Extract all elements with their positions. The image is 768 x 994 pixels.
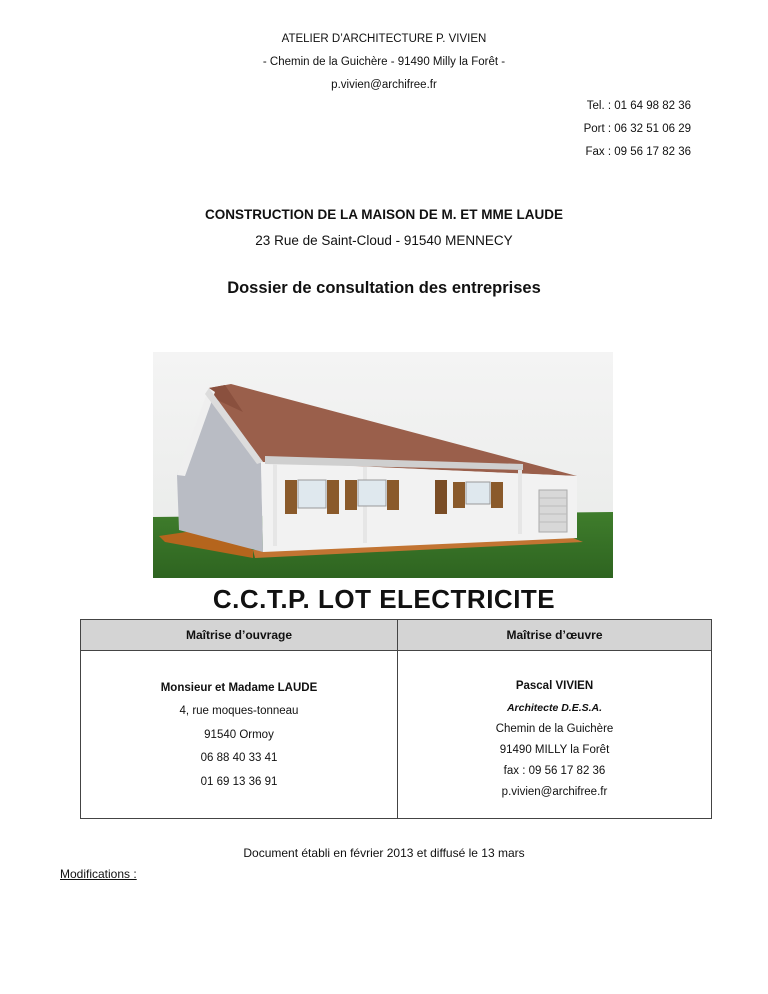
owner-city: 91540 Ormoy [204,729,274,741]
firm-name: ATELIER D’ARCHITECTURE P. VIVIEN [281,33,487,45]
owner-phone1: 06 88 40 33 41 [200,752,278,764]
dossier-title: Dossier de consultation des entreprises [227,279,541,297]
document-date: Document établi en février 2013 et diffusé le 13 mars [243,846,525,860]
house-rendering-image [153,352,613,578]
architect-name: Pascal VIVIEN [515,680,594,692]
project-title: CONSTRUCTION DE LA MAISON DE M. ET MME LAUDE [205,207,563,222]
firm-email: p.vivien@archifree.fr [331,79,437,91]
firm-fax: Fax : 09 56 17 82 36 [585,146,691,158]
firm-tel: Tel. : 01 64 98 82 36 [586,100,691,112]
owner-name: Monsieur et Madame LAUDE [160,682,318,694]
modifications-label: Modifications : [60,867,137,881]
architect-fax: fax : 09 56 17 82 36 [503,765,606,777]
document-title: C.C.T.P. LOT ELECTRICITE [212,584,556,614]
architect-street: Chemin de la Guichère [495,723,614,735]
owner-cell [81,651,398,819]
architect-title: Architecte D.E.S.A. [506,702,603,714]
project-address: 23 Rue de Saint-Cloud - 91540 MENNECY [255,233,513,248]
owner-street: 4, rue moques-tonneau [179,705,299,717]
owner-phone2: 01 69 13 36 91 [200,776,278,788]
architect-header: Maîtrise d’œuvre [398,620,712,651]
firm-street: - Chemin de la Guichère - 91490 Milly la Forêt - [262,56,506,68]
architect-cell [398,651,712,819]
architect-city: 91490 MILLY la Forêt [499,744,610,756]
owner-header: Maîtrise d’ouvrage [81,620,398,651]
contacts-table [80,619,712,819]
firm-port: Port : 06 32 51 06 29 [583,123,691,135]
architect-email: p.vivien@archifree.fr [501,786,608,798]
